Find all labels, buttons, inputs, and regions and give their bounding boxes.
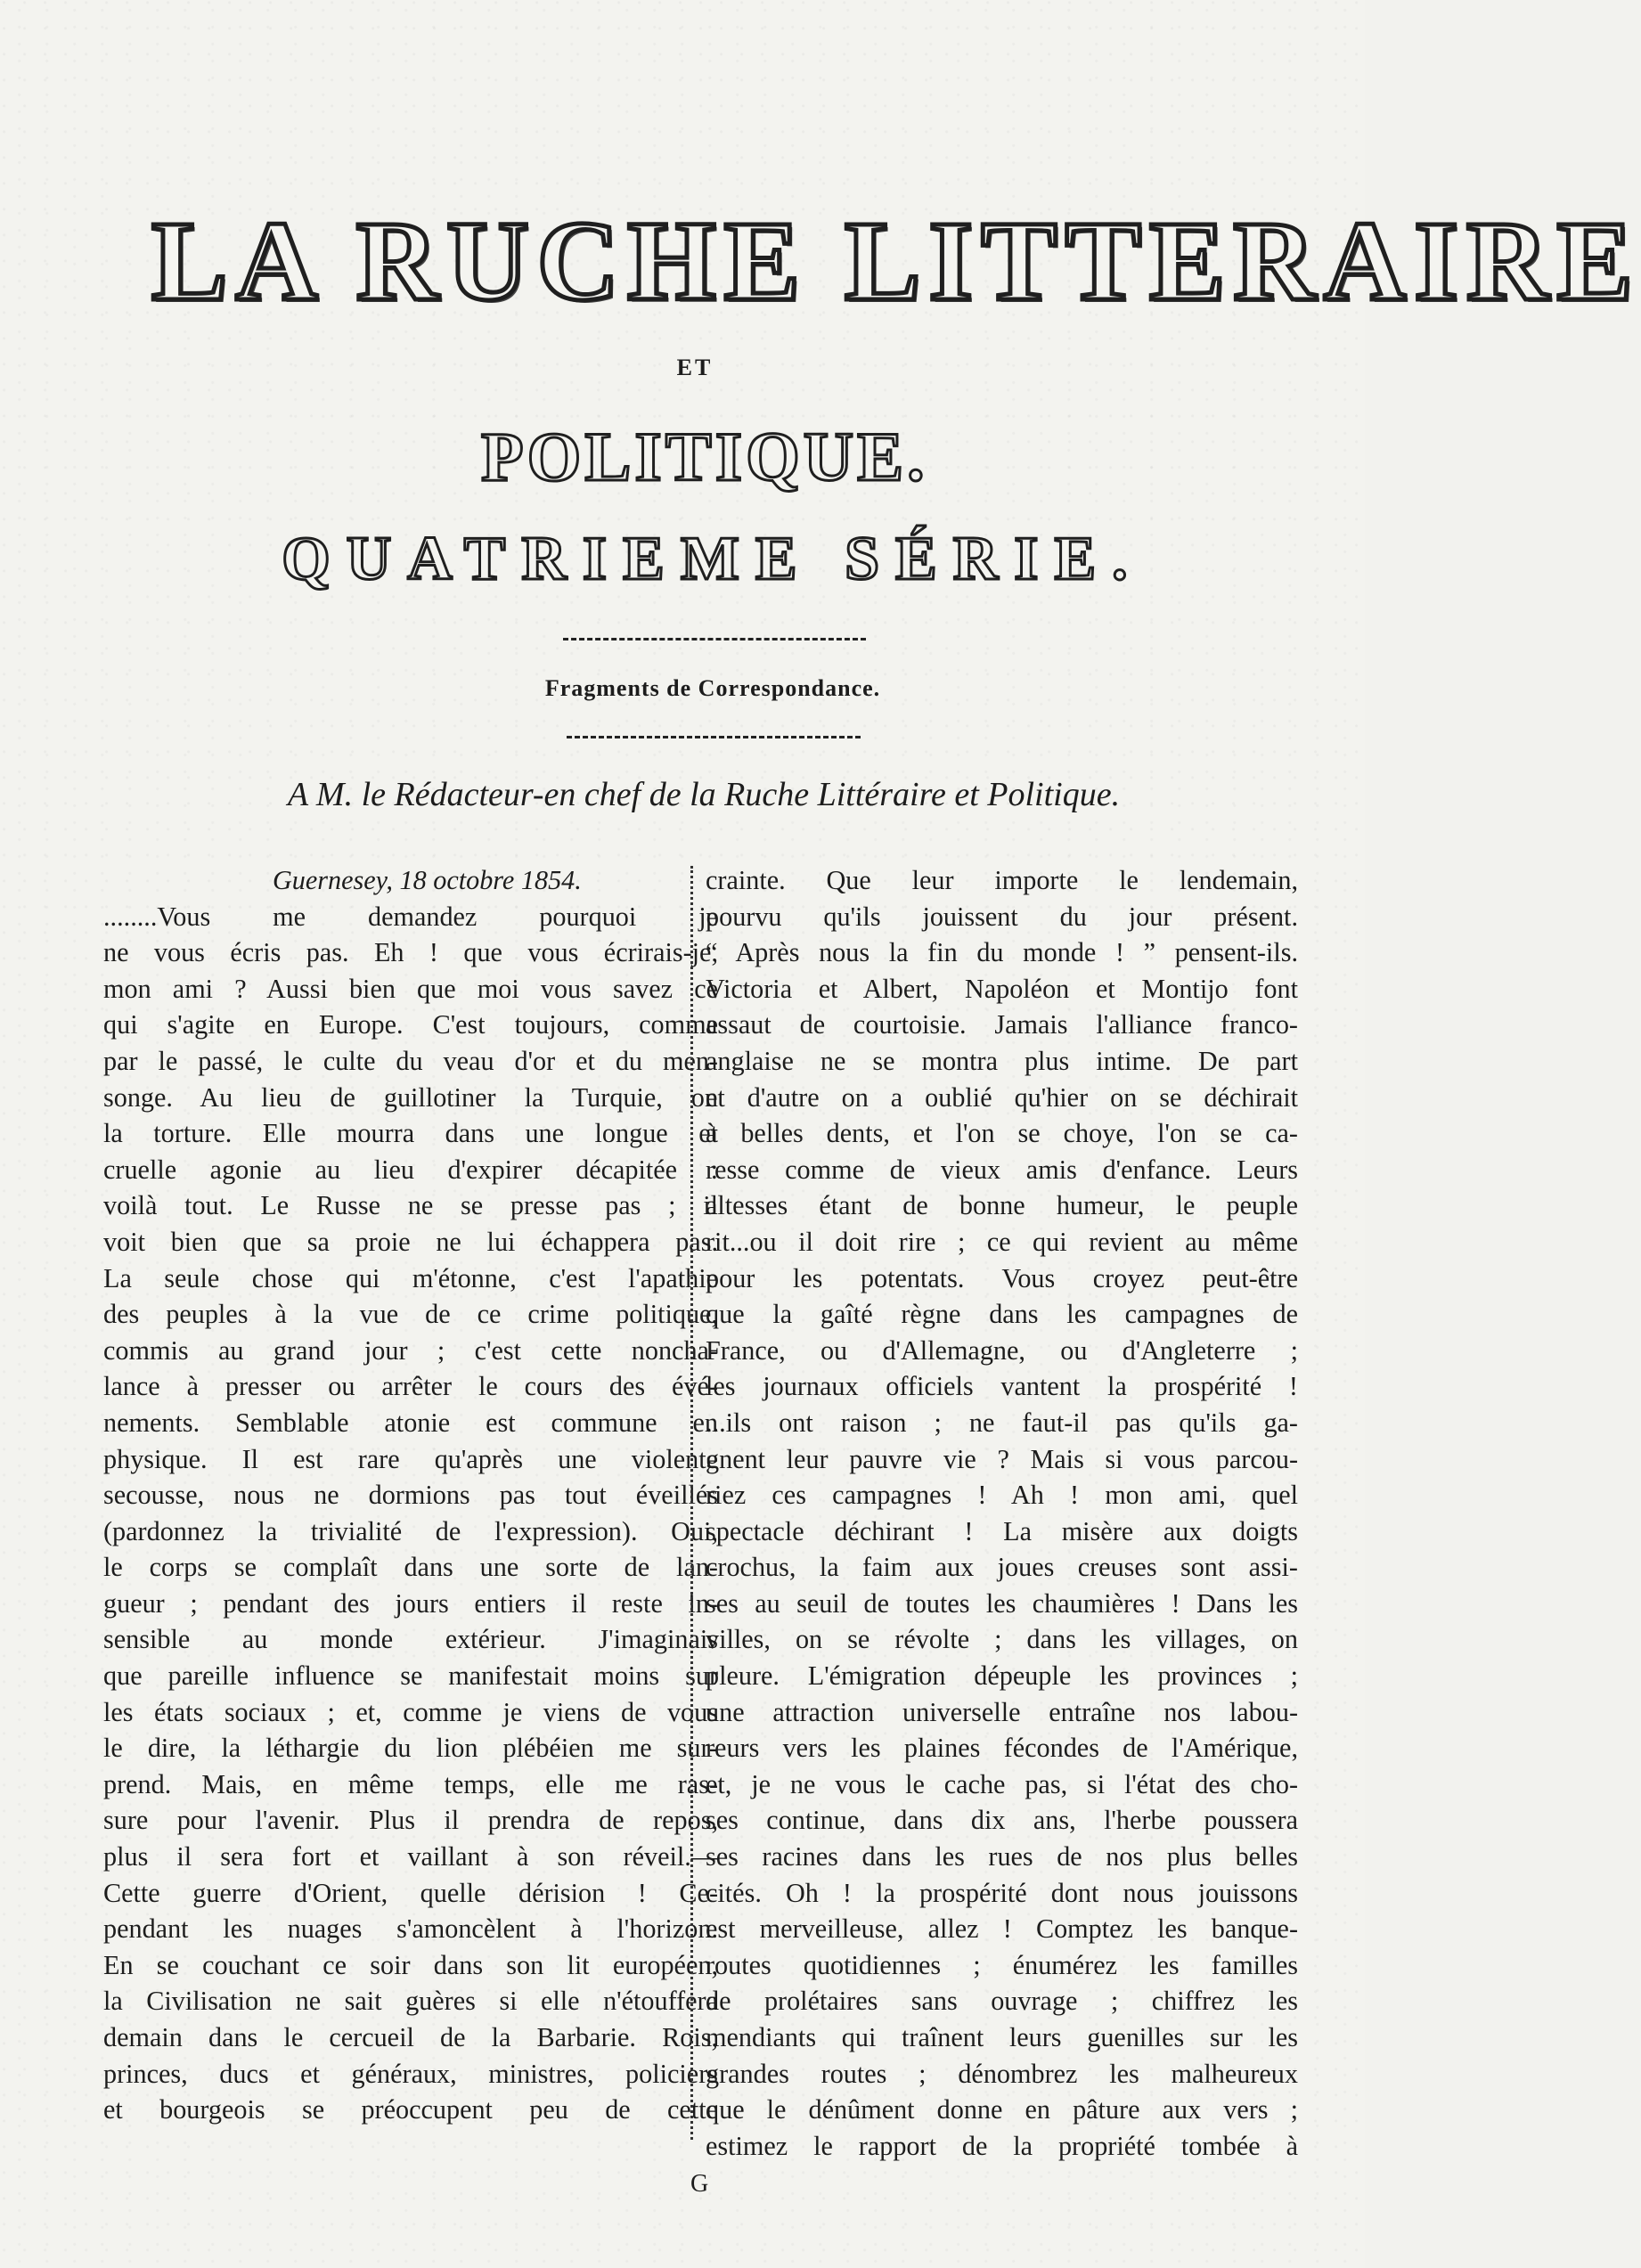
text-line: le dire, la léthargie du lion plébéien me sur- [103,1733,718,1764]
text-line: que le dénûment donne en pâture aux vers ; [706,2094,1298,2125]
text-line: ses continue, dans dix ans, l'herbe poussera [706,1805,1298,1836]
text-line: voilà tout. Le Russe ne se presse pas ; il [103,1190,718,1221]
text-line: ne vous écris pas. Eh ! que vous écrirais-je, [103,937,718,968]
text-line: secousse, nous ne dormions pas tout éveillés [103,1480,718,1511]
text-line: prend. Mais, en même temps, elle me ras- [103,1768,718,1799]
text-line: le corps se complaît dans une sorte de lan- [103,1552,718,1583]
text-line: assaut de courtoisie. Jamais l'alliance franco- [706,1009,1298,1040]
text-line: En se couchant ce soir dans son lit européen, [103,1949,718,1980]
text-line: que pareille influence se manifestait moins sur [103,1660,718,1692]
text-line: des peuples à la vue de ce crime politique, [103,1299,718,1330]
text-line: ...ils ont raison ; ne faut-il pas qu'ils ga- [706,1407,1298,1438]
text-line: (pardonnez la trivialité de l'expression). Oui, [103,1515,718,1546]
text-line: routes quotidiennes ; énumérez les familles [706,1949,1298,1980]
text-line: la Civilisation ne sait guères si elle n'étouffera [103,1986,718,2017]
text-line: est merveilleuse, allez ! Comptez les banque- [706,1913,1298,1945]
text-line: cités. Oh ! la prospérité dont nous jouissons [706,1877,1298,1908]
section-heading: Fragments de Correspondance. [544,675,881,701]
text-line: reurs vers les plaines fécondes de l'Amérique, [706,1733,1298,1764]
text-line: pleure. L'émigration dépeuple les provinces ; [706,1660,1298,1692]
text-line: et d'autre on a oublié qu'hier on se déchirait [706,1081,1298,1113]
masthead-subtitle: POLITIQUE. [481,418,928,495]
text-line: estimez le rapport de la propriété tombée à [706,2130,1298,2161]
text-line: gueur ; pendant des jours entiers il reste in- [103,1587,718,1619]
text-line: que la gaîté règne dans les campagnes de [706,1299,1298,1330]
text-line: villes, on se révolte ; dans les villages, on [706,1624,1298,1655]
text-line: à belles dents, et l'on se choye, l'on se ca- [706,1118,1298,1149]
text-line: par le passé, le culte du veau d'or et du men- [103,1045,718,1076]
text-line: et, je ne vous le cache pas, si l'état des cho- [706,1768,1298,1799]
text-line: la torture. Elle mourra dans une longue et [103,1118,718,1149]
text-line: rit...ou il doit rire ; ce qui revient au même [706,1226,1298,1257]
text-line: physique. Il est rare qu'après une violente [103,1443,718,1474]
text-line: et bourgeois se préoccupent peu de cette [103,2094,718,2125]
text-line: “ Après nous la fin du monde ! ” pensent-ils. [706,937,1298,968]
text-line: nements. Semblable atonie est commune en [103,1407,718,1438]
text-line: France, ou d'Allemagne, ou d'Angleterre ; [706,1334,1298,1366]
text-line: les états sociaux ; et, comme je viens de vous [103,1696,718,1727]
left-column [103,862,718,2128]
text-line: resse comme de vieux amis d'enfance. Leurs [706,1154,1298,1185]
text-line: mon ami ? Aussi bien que moi vous savez ce [103,973,718,1004]
masthead-conjunction: ET [676,355,714,380]
text-line: gnent leur pauvre vie ? Mais si vous parcou- [706,1443,1298,1474]
text-line: songe. Au lieu de guillotiner la Turquie, on [103,1081,718,1113]
text-line: ses au seuil de toutes les chaumières ! Dans les [706,1587,1298,1619]
right-column [706,862,1298,2164]
text-line: ses racines dans les rues de nos plus belles [706,1841,1298,1872]
text-line: sure pour l'avenir. Plus il prendra de repos, [103,1805,718,1836]
text-line: Cette guerre d'Orient, quelle dérision ! Ce- [103,1877,718,1908]
text-line: anglaise ne se montra plus intime. De part [706,1045,1298,1076]
text-line: sensible au monde extérieur. J'imaginais [103,1624,718,1655]
bottom-divider-rule [567,736,861,738]
text-line: La seule chose qui m'étonne, c'est l'apathie [103,1262,718,1293]
text-line: riez ces campagnes ! Ah ! mon ami, quel [706,1480,1298,1511]
text-line: de prolétaires sans ouvrage ; chiffrez les [706,1986,1298,2017]
masthead-title: LA RUCHE LITTERAIRE [151,198,1641,324]
text-line: crochus, la faim aux joues creuses sont assi- [706,1552,1298,1583]
text-line: voit bien que sa proie ne lui échappera pas. [103,1226,718,1257]
text-line: lance à presser ou arrêter le cours des évé- [103,1371,718,1402]
text-line: une attraction universelle entraîne nos labou- [706,1696,1298,1727]
series-heading: QUATRIEME SÉRIE. [282,525,1144,593]
text-line: spectacle déchirant ! La misère aux doigts [706,1515,1298,1546]
text-line: Victoria et Albert, Napoléon et Montijo font [706,973,1298,1004]
text-line: plus il sera fort et vaillant à son réveil.— [103,1841,718,1872]
page-signature-mark: G [690,2170,709,2198]
text-line: les journaux officiels vantent la prospérité ! [706,1371,1298,1402]
text-line: demain dans le cercueil de la Barbarie. Rois, [103,2022,718,2052]
letter-address: A M. le Rédacteur-en chef de la Ruche Littéraire et Politique. [287,776,1121,813]
text-line: princes, ducs et généraux, ministres, policiers [103,2058,718,2089]
text-line: pour les potentats. Vous croyez peut-être [706,1262,1298,1293]
text-line: commis au grand jour ; c'est cette noncha- [103,1334,718,1366]
top-divider-rule [563,638,866,640]
text-line: grandes routes ; dénombrez les malheureux [706,2058,1298,2089]
text-line: altesses étant de bonne humeur, le peuple [706,1190,1298,1221]
text-line: pendant les nuages s'amoncèlent à l'horizon. [103,1913,718,1945]
column-divider [690,866,693,2140]
text-line: cruelle agonie au lieu d'expirer décapitée : [103,1154,718,1185]
text-line: pourvu qu'ils jouissent du jour présent. [706,901,1298,932]
text-line: ........Vous me demandez pourquoi je [103,901,718,932]
text-line: crainte. Que leur importe le lendemain, [706,865,1298,895]
text-line: mendiants qui traînent leurs guenilles sur les [706,2022,1298,2052]
text-line: qui s'agite en Europe. C'est toujours, comme [103,1009,718,1040]
letter-dateline: Guernesey, 18 octobre 1854. [273,865,582,895]
